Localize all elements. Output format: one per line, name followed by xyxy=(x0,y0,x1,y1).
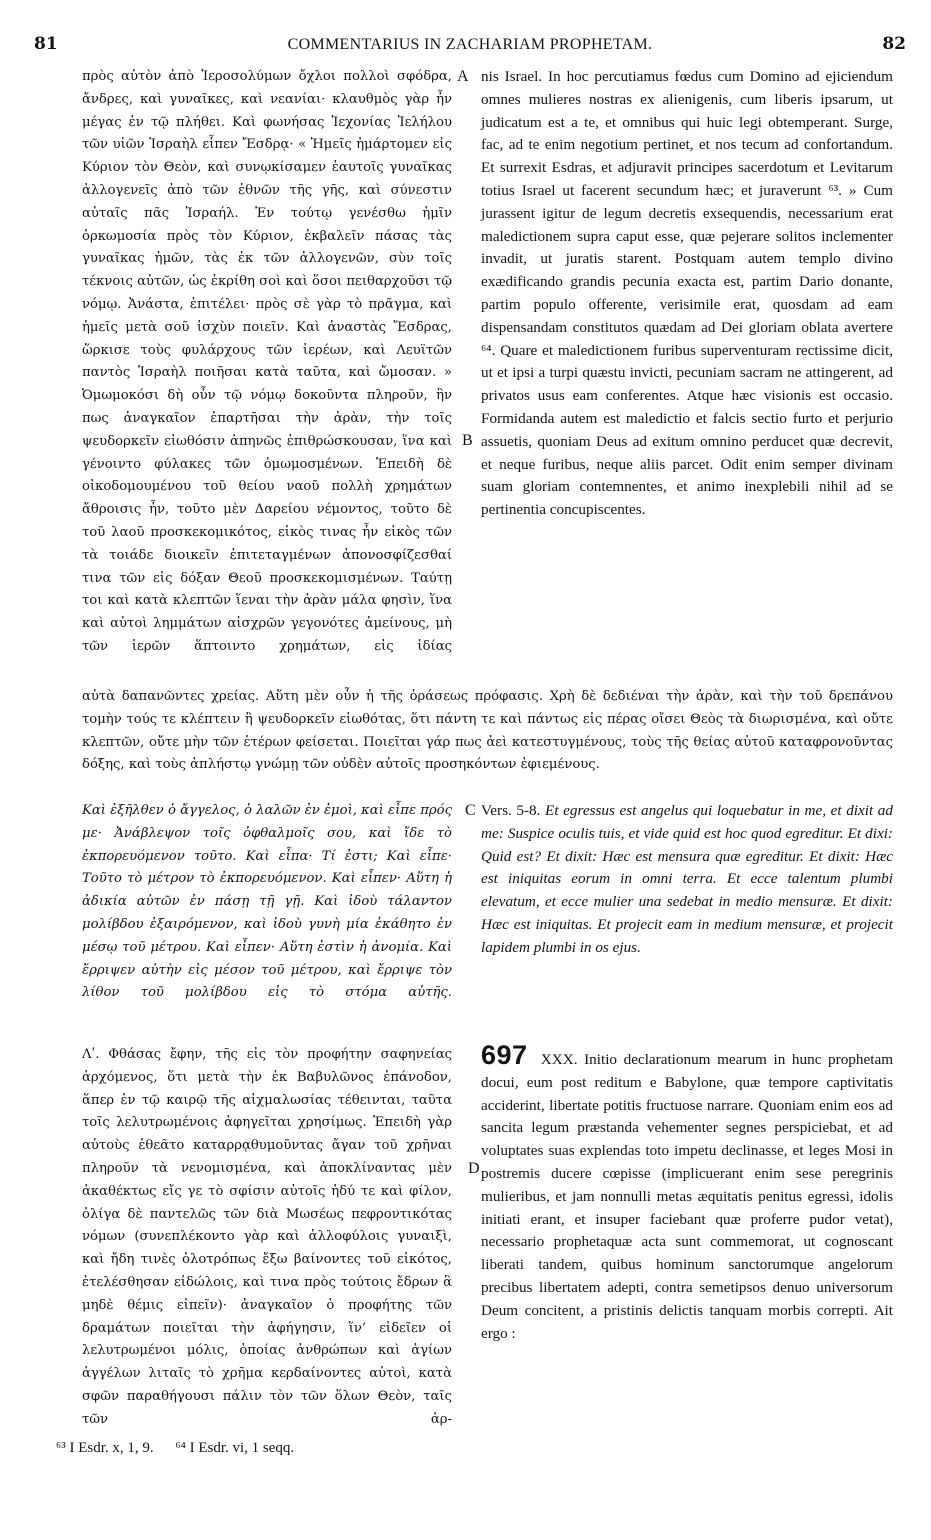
margin-letter-b: B xyxy=(462,432,473,449)
latin-text-block-2 xyxy=(481,1040,894,1345)
greek-text-block-2: Λʹ. Φθάσας ἔφην, τῆς εἰς τὸν προφήτην σαφηνείας ἀρχόμενος, ὅτι μετὰ τὴν ἐκ Βαβυλῶνος ἐπάνοδον, ἅπερ ἐν τῷ καιρῷ τῆς αἰχμαλωσίας τέθεινται, ταῦτα τοῖς λελυτρωμένοις ἀφηγεῖται χρησίμως. Ἐπειδὴ γὰρ αὐτοὺς ἐθεᾶτο καταρρᾳθυμοῦντας ἄγαν τοῦ χρῆναι πληροῦν τὰ νενομισμένα, καὶ ἀποκλίναντας μὲν ἀκαθέκτως εἴς γε τὸ σφίσιν αὐτοῖς ἡδύ τε καὶ φίλον, ὀλίγα δὲ παντελῶς τῶν διὰ Μωσέως πεφροντικότας νόμων (συνεπλέκοντο γὰρ καὶ ἀλλοφύλοις γυναιξὶ, καὶ ἤδη τινὲς ὁλοτρόπως ἔξω βαίνοντες τοῦ εἰκότος, ἐτελέσθησαν εἰδώλοις, καὶ τινα πρὸς τούτοις ἔδρων ἃ μηδὲ θέμις εἰπεῖν)· ἀναγκαῖον ὁ προφήτης τῶν δραμάτων ποιεῖται τὴν ἀφήγησιν, ἵν’ εἰδεῖεν οἱ λελυτρωμένοι μόλις, ὁποίας ἀνθρώπων καὶ ἁγίων ἀγγέλων λιταῖς τὸ χρῆμα κερδαίνοντες αὐτοὶ, κατὰ σφῶν παραθήγουσι πάλιν τὸν τῶν ὅλων Θεὸν, ταῖς τῶν ἀρ- xyxy=(82,1047,452,1427)
greek-verse-text: Καὶ ἐξῆλθεν ὁ ἄγγελος, ὁ λαλῶν ἐν ἐμοὶ, καὶ εἶπε πρός με· Ἀνάβλεψον τοῖς ὀφθαλμοῖς σου, καὶ ἴδε τὸ ἐκπορευόμενον τοῦτο. Καὶ εἶπα· Τί ἐστι; Καὶ εἶπε· Τοῦτο τὸ μέτρον τὸ ἐκπορευόμενον. Καὶ εἶπεν· Αὕτη ἡ ἀδικία αὐτῶν ἐν πάσῃ τῇ γῇ. Καὶ ἰδοὺ τάλαντον μολίβδου ἐξαιρόμενον, καὶ ἰδοὺ γυνὴ μία ἐκάθητο ἐν μέσῳ τοῦ μέτρου. Καὶ εἶπεν· Αὕτη ἐστὶν ἡ ἀνομία. Καὶ ἔρριψεν αὐτὴν εἰς μέσον τοῦ μέτρου, καὶ ἔρριψε τὸν λίθον τοῦ μολίβδου εἰς τὸ στόμα αὐτῆς. xyxy=(82,803,452,1001)
footnote-63: ⁶³ I Esdr. x, 1, 9. xyxy=(56,1440,154,1456)
footnote-64: ⁶⁴ I Esdr. vi, 1 seqq. xyxy=(175,1440,295,1456)
page-number-right: 82 xyxy=(882,34,906,54)
page-title: COMMENTARIUS IN ZACHARIAM PROPHETAM. xyxy=(287,36,653,53)
margin-letter-d: D xyxy=(468,1160,480,1177)
latin-text-block-1: nis Israel. In hoc percutiamus fœdus cum Domino ad ejiciendum omnes mulieres nostras ex alienigenis, cum liberis ipsarum, ut judicatum est a te, et omnibus qui huic legi obtemperant. Surge, fac, ad te enim negotium pertinet, et nos tecum ad confortandum. Et surrexit Esdras, et adjuravit principes sacerdotum et Levitarum totius Israel ut facerent secundum hæc; et juraverunt ⁶³. » Cum jurassent igitur de legum decretis exsequendis, necessarium erat maledictionem supra caput esse, quæ pejerare solitos inclementer invadit, ut juratis starent. Postquam autem templo divino exædificando grandis pecunia exacta est, partim Dario donante, partim populo offerente, verisimile erat, quosdam ad eam dispensandam constitutos quædam ad Dei gloriam oblata avertere ⁶⁴. Quare et maledictionem furibus superventuram rectissime dicit, ut et ipsi a turpi quæstu invicti, pecuniam sacram ne attingerent, ad privatos usus eam conferentes. Atque hæc visionis est occasio. Formidanda autem est maledictio et falcis sectio furto et perjurio assuetis, quoniam Deus ad exitum omnino perducet quæ decrevit, et neque furibus, neque aliis parcet. Odit enim semper divinam suam gloriam contemnentes, et animo inexplebili nihil ad se pertinentia concupiscentes. xyxy=(481,68,893,519)
greek-text-block-1: πρὸς αὐτὸν ἀπὸ Ἱεροσολύμων ὄχλοι πολλοὶ σφόδρα, ἄνδρες, καὶ γυναῖκες, καὶ νεανίαι· κλαυθμὸς γὰρ ἦν μέγας ἐν τῷ πλήθει. Καὶ φωνήσας Ἰεχονίας Ἰελήλου τῶν υἱῶν Ἰσραὴλ εἶπεν Ἔσδρᾳ· « Ἡμεῖς ἡμάρτομεν εἰς Κύριον τὸν Θεὸν, καὶ συνῳκίσαμεν ἑαυτοῖς γυναῖκας ἀλλογενεῖς ἀπὸ τῶν ἐθνῶν τῆς γῆς, καὶ σύνεστιν αὐταῖς πᾶς Ἰσραήλ. Ἐν τούτῳ γενέσθω ἡμῖν ὁρκωμοσία πρὸς τὸν Κύριον, ἐκβαλεῖν πάσας τὰς γυναῖκας ἡμῶν, τὰς ἐκ τῶν ἀλλογενῶν, σὺν τοῖς τέκνοις αὐτῶν, ὡς ἐκρίθη σοὶ καὶ ὅσοι πειθαρχοῦσι τῷ νόμῳ. Ἀνάστα, ἐπιτέλει· πρὸς σὲ γὰρ τὸ πρᾶγμα, καὶ ἡμεῖς μετὰ σοῦ ἰσχὺν ποιεῖν. Καὶ ἀναστὰς Ἔσδρας, ὥρκισε τοὺς φυλάρχους τῶν ἱερέων, καὶ Λευϊτῶν παντὸς Ἰσραὴλ ποιῆσαι κατὰ ταῦτα, καὶ ὤμοσαν. » Ὀμωμοκόσι δὴ οὖν τῷ νόμῳ δοκοῦντα πληροῦν, ἣν πως ἀναγκαῖον ἐπαρτῆσαι τὴν ἀρὰν, τὴν τοῖς ψευδορκεῖν εἰωθόσιν ἀπηνῶς ἐπιθρώσκουσαν, ἵνα καὶ γένοιντο φύλακες τῶν ὀμωμοσμένων. Ἐπειδὴ δὲ οἰκοδομουμένου τοῦ θείου ναοῦ πολλὴ χρημάτων ἄθροισις ἦν, τοῦτο μὲν Δαρείου νέμοντος, τοῦτο δὲ τοῦ λαοῦ προσκεκομικότος, εἰκὸς τινας ἦν εἰκὸς τῶν τὰ τοιάδε διοικεῖν ἐπιτεταγμένων ἀπονοσφίζεσθαί τινα τῶν εἰς δόξαν Θεοῦ προσκεκομισμένων. Ταύτῃ τοι καὶ κατὰ κλεπτῶν ἵεναι τὴν ἀρὰν μάλα φησὶν, ἵνα καὶ αὐτοὶ λημμάτων αἰσχρῶν γεγονότες ἀμείνους, μὴ τῶν ἱερῶν ἅπτοιντο χρημάτων, εἰς ἰδίας xyxy=(82,69,452,654)
margin-letter-a: A xyxy=(457,68,469,85)
column-number: 697 xyxy=(481,1040,528,1070)
latin-verse-body: Et egressus est angelus qui loquebatur in me, et dixit ad me: Suspice oculis tuis, et vide quid est hoc quod egreditur. Et dixi: Quid est? Et dixit: Hæc est mensura quæ egreditur. Et dixit: Hæc est iniquitas eorum in omni terra. Et ecce talentum plumbi elevatum, et ecce mulier una sedebat in medio mensuræ. Et dixit: Hæc est iniquitas. Et projecit eam in medium mensuræ, et projecit lapidem plumbi in os ejus. xyxy=(481,802,893,956)
margin-letter-c: C xyxy=(465,802,476,819)
greek-full-width-text: αὐτὰ δαπανῶντες χρείας. Αὕτη μὲν οὖν ἡ τῆς ὁράσεως πρόφασις. Χρὴ δὲ δεδιέναι τὴν ἀρὰν, καὶ τὴν τοῦ δρεπάνου τομὴν τούς τε κλέπτειν ἢ ψευδορκεῖν εἰωθότας, ὅτι πάντη τε καὶ πάντως εἰς πέρας οἴσει Θεὸς τὰ διωρισμένα, καὶ οὔτε κλεπτῶν, οὔτε μὴν τῶν ἑτέρων φείσεται. Ποιεῖται γάρ πως ἀεὶ κατεστυγμένους, τοὺς τῆς θείας αὐτοῦ καταφρονοῦντας δόξης, καὶ τοὺς ἀπλήστῳ γνώμῃ τῶν οὐδὲν αὐτοῖς προσηκόντων ἐφιεμένους. xyxy=(82,689,893,773)
verse-reference: Vers. 5-8. xyxy=(481,802,541,819)
latin-commentary-body: XXX. Initio declarationum mearum in hunc prophetam docui, eum post reditum e Babylone, quæ tempore captivitatis acciderint, libertate potitis fructuose narrare. Quoniam enim eos ad sancita legum præstanda vehementer segnes perspiciebat, et ad voluptates suas explendas toto impetu declinasse, et leges Mosi in postremis ducere cœpisse (implicuerant enim sese peregrinis mulieribus, et jam nonnulli metas æquitatis penitus egressi, idolis initiati erant, et insuper faciebant quæ proferre pudor vetat), necessario prophetaquæ acta sunt commemorat, ut cognoscant liberati tandem, quibus hominum sanctorumque angelorum precibus libertatem adepti, contra semetipsos denuo universorum Deum concitent, a pristinis delictis tanquam morbis correpti. Ait ergo : xyxy=(481,1051,894,1342)
footnotes xyxy=(56,1440,312,1457)
running-header xyxy=(34,34,906,58)
latin-verse-text xyxy=(481,800,893,960)
page-number-left: 81 xyxy=(34,34,58,54)
